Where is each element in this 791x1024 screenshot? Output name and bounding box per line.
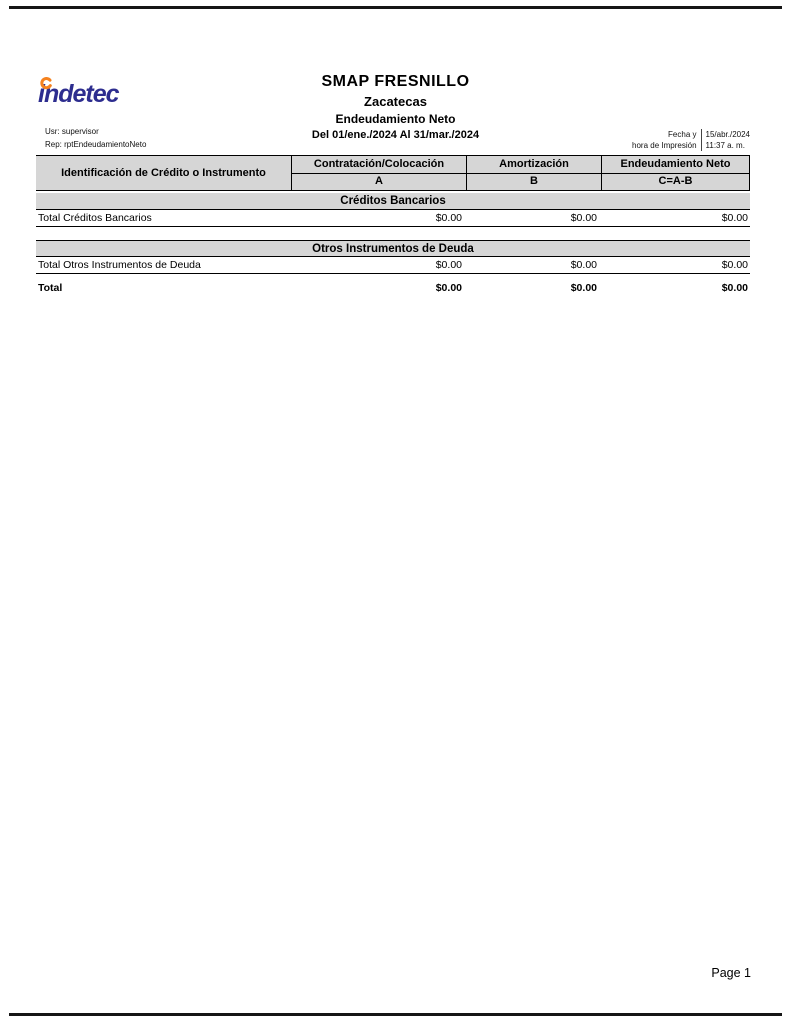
entity-state: Zacatecas (364, 94, 427, 109)
time-value: 11:37 a. m. (705, 141, 745, 150)
page-top-edge (9, 6, 782, 9)
date-label: Fecha y (668, 130, 697, 139)
page-bottom-edge (9, 1013, 782, 1016)
row-value-b: $0.00 (570, 259, 597, 271)
time-label: hora de Impresión (632, 141, 697, 150)
column-header-contratacion (291, 155, 466, 191)
table-row (36, 257, 750, 274)
date-value: 15/abr./2024 (705, 130, 750, 139)
entity-title: SMAP FRESNILLO (321, 73, 470, 90)
total-label: Total (38, 282, 63, 294)
row-value-b: $0.00 (570, 212, 597, 224)
meta-left (45, 125, 146, 151)
page-number: Page 1 (711, 966, 751, 980)
column-header-endeudamiento (601, 155, 750, 191)
column-header-c: C=A-B (658, 175, 693, 187)
column-header-b: B (530, 175, 538, 187)
row-value-c: $0.00 (721, 212, 748, 224)
row-value-a: $0.00 (435, 259, 462, 271)
total-value-b: $0.00 (570, 282, 597, 294)
column-header-amortizacion-label: Amortización (467, 156, 601, 174)
row-label: Total Créditos Bancarios (38, 212, 152, 224)
meta-right-labels (632, 129, 700, 151)
row-value-a: $0.00 (435, 212, 462, 224)
table-row (36, 210, 750, 227)
report-title: Endeudamiento Neto (335, 112, 456, 126)
indetec-logo-text: indetec (38, 80, 119, 108)
column-header-contratacion-label: Contratación/Colocación (292, 156, 466, 174)
meta-right-values (702, 129, 750, 151)
grand-total-row (36, 280, 750, 297)
report-id-line: Rep: rptEndeudamientoNeto (45, 140, 147, 149)
section-header-creditos-bancarios: Créditos Bancarios (36, 193, 750, 210)
column-header-a: A (375, 175, 383, 187)
total-value-c: $0.00 (721, 282, 748, 294)
table-header (36, 155, 750, 191)
row-label: Total Otros Instrumentos de Deuda (38, 259, 201, 271)
section-header-otros-instrumentos: Otros Instrumentos de Deuda (36, 240, 750, 257)
meta-right (632, 129, 750, 151)
row-value-c: $0.00 (721, 259, 748, 271)
user-line: Usr: supervisor (45, 127, 99, 136)
column-header-instrument: Identificación de Crédito o Instrumento (36, 155, 291, 191)
debt-report-table (36, 155, 750, 297)
total-value-a: $0.00 (435, 282, 462, 294)
column-header-amortizacion (466, 155, 601, 191)
column-header-endeudamiento-label: Endeudamiento Neto (602, 156, 749, 174)
report-period: Del 01/ene./2024 Al 31/mar./2024 (311, 129, 480, 141)
